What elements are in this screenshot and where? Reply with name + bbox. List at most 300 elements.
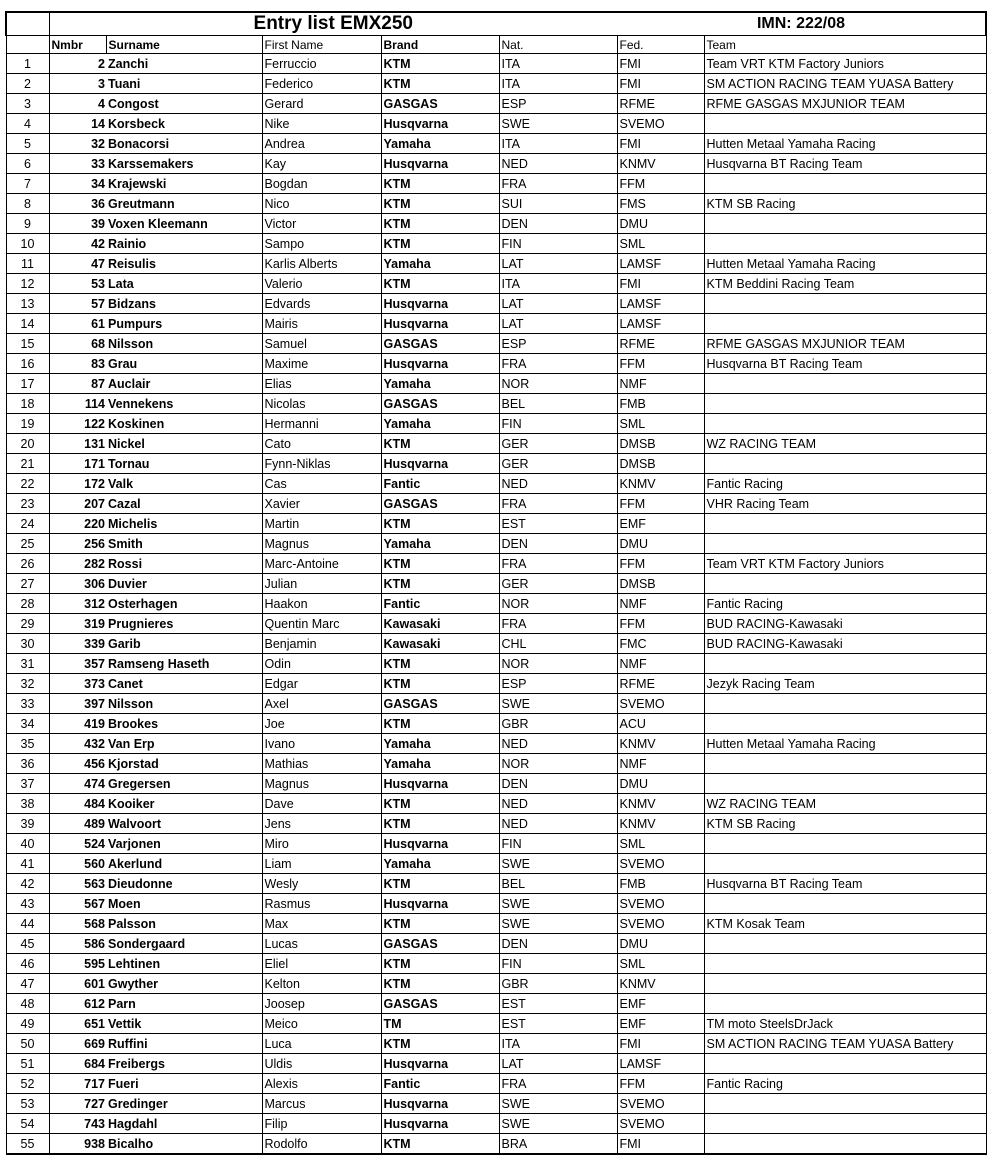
surname-cell: Parn xyxy=(106,994,262,1014)
team-cell xyxy=(704,294,986,314)
rider-number: 34 xyxy=(49,174,106,194)
first-name-cell: Sampo xyxy=(262,234,381,254)
team-cell: Husqvarna BT Racing Team xyxy=(704,354,986,374)
nationality-cell: FRA xyxy=(499,494,617,514)
row-index: 48 xyxy=(6,994,49,1014)
first-name-cell: Rodolfo xyxy=(262,1134,381,1155)
team-cell: Fantic Racing xyxy=(704,594,986,614)
surname-cell: Reisulis xyxy=(106,254,262,274)
team-cell xyxy=(704,174,986,194)
row-index: 39 xyxy=(6,814,49,834)
nationality-cell: FIN xyxy=(499,414,617,434)
team-cell xyxy=(704,1114,986,1134)
federation-cell: DMU xyxy=(617,534,704,554)
rider-number: 312 xyxy=(49,594,106,614)
rider-number: 489 xyxy=(49,814,106,834)
first-name-cell: Maxime xyxy=(262,354,381,374)
rider-number: 484 xyxy=(49,794,106,814)
first-name-cell: Meico xyxy=(262,1014,381,1034)
federation-cell: FMI xyxy=(617,1034,704,1054)
table-row xyxy=(6,734,986,754)
nationality-cell: ESP xyxy=(499,674,617,694)
first-name-cell: Luca xyxy=(262,1034,381,1054)
row-index: 36 xyxy=(6,754,49,774)
surname-cell: Nickel xyxy=(106,434,262,454)
team-cell xyxy=(704,1054,986,1074)
team-cell xyxy=(704,974,986,994)
federation-cell: KNMV xyxy=(617,734,704,754)
team-cell xyxy=(704,214,986,234)
federation-cell: NMF xyxy=(617,594,704,614)
brand-cell: KTM xyxy=(381,1034,499,1054)
rider-number: 4 xyxy=(49,94,106,114)
team-cell xyxy=(704,774,986,794)
federation-cell: KNMV xyxy=(617,474,704,494)
row-index: 42 xyxy=(6,874,49,894)
first-name-cell: Gerard xyxy=(262,94,381,114)
surname-cell: Vennekens xyxy=(106,394,262,414)
team-cell: Hutten Metaal Yamaha Racing xyxy=(704,254,986,274)
surname-cell: Krajewski xyxy=(106,174,262,194)
surname-cell: Akerlund xyxy=(106,854,262,874)
federation-cell: DMU xyxy=(617,774,704,794)
first-name-cell: Edgar xyxy=(262,674,381,694)
rider-number: 61 xyxy=(49,314,106,334)
row-index: 30 xyxy=(6,634,49,654)
rider-number: 717 xyxy=(49,1074,106,1094)
first-name-cell: Samuel xyxy=(262,334,381,354)
table-row xyxy=(6,554,986,574)
team-cell xyxy=(704,694,986,714)
surname-cell: Bonacorsi xyxy=(106,134,262,154)
row-index: 35 xyxy=(6,734,49,754)
table-row xyxy=(6,1094,986,1114)
nationality-cell: NED xyxy=(499,734,617,754)
table-row xyxy=(6,654,986,674)
table-row xyxy=(6,434,986,454)
brand-cell: GASGAS xyxy=(381,694,499,714)
brand-cell: Yamaha xyxy=(381,254,499,274)
nationality-cell: SUI xyxy=(499,194,617,214)
table-row xyxy=(6,94,986,114)
table-row xyxy=(6,114,986,134)
team-cell xyxy=(704,394,986,414)
team-cell xyxy=(704,854,986,874)
brand-cell: Fantic xyxy=(381,474,499,494)
first-name-cell: Odin xyxy=(262,654,381,674)
nationality-cell: FRA xyxy=(499,1074,617,1094)
nationality-cell: NOR xyxy=(499,374,617,394)
rider-number: 568 xyxy=(49,914,106,934)
surname-cell: Valk xyxy=(106,474,262,494)
row-index: 34 xyxy=(6,714,49,734)
table-row xyxy=(6,1114,986,1134)
row-index: 28 xyxy=(6,594,49,614)
federation-cell: SML xyxy=(617,234,704,254)
surname-cell: Kjorstad xyxy=(106,754,262,774)
nationality-cell: ITA xyxy=(499,74,617,94)
row-index: 50 xyxy=(6,1034,49,1054)
row-index: 1 xyxy=(6,54,49,74)
table-row xyxy=(6,134,986,154)
brand-cell: Yamaha xyxy=(381,754,499,774)
row-index: 51 xyxy=(6,1054,49,1074)
first-name-cell: Jens xyxy=(262,814,381,834)
nationality-cell: LAT xyxy=(499,254,617,274)
federation-cell: KNMV xyxy=(617,154,704,174)
first-name-cell: Wesly xyxy=(262,874,381,894)
rider-number: 419 xyxy=(49,714,106,734)
brand-cell: Husqvarna xyxy=(381,894,499,914)
rider-number: 33 xyxy=(49,154,106,174)
row-index: 19 xyxy=(6,414,49,434)
rider-number: 114 xyxy=(49,394,106,414)
nationality-cell: BEL xyxy=(499,874,617,894)
brand-cell: Yamaha xyxy=(381,534,499,554)
rider-number: 339 xyxy=(49,634,106,654)
nationality-cell: LAT xyxy=(499,1054,617,1074)
federation-cell: EMF xyxy=(617,514,704,534)
surname-cell: Fueri xyxy=(106,1074,262,1094)
table-row xyxy=(6,1074,986,1094)
federation-cell: LAMSF xyxy=(617,1054,704,1074)
team-cell: Husqvarna BT Racing Team xyxy=(704,154,986,174)
brand-cell: KTM xyxy=(381,874,499,894)
rider-number: 727 xyxy=(49,1094,106,1114)
rider-number: 131 xyxy=(49,434,106,454)
brand-cell: Husqvarna xyxy=(381,114,499,134)
brand-cell: KTM xyxy=(381,234,499,254)
rider-number: 83 xyxy=(49,354,106,374)
brand-cell: KTM xyxy=(381,434,499,454)
brand-cell: KTM xyxy=(381,514,499,534)
brand-cell: Kawasaki xyxy=(381,614,499,634)
brand-cell: KTM xyxy=(381,814,499,834)
row-index: 20 xyxy=(6,434,49,454)
nationality-cell: LAT xyxy=(499,294,617,314)
brand-cell: GASGAS xyxy=(381,934,499,954)
brand-cell: KTM xyxy=(381,554,499,574)
row-index: 45 xyxy=(6,934,49,954)
brand-cell: Yamaha xyxy=(381,134,499,154)
row-index: 12 xyxy=(6,274,49,294)
first-name-cell: Benjamin xyxy=(262,634,381,654)
team-cell: KTM SB Racing xyxy=(704,814,986,834)
surname-cell: Pumpurs xyxy=(106,314,262,334)
first-name-cell: Julian xyxy=(262,574,381,594)
rider-number: 319 xyxy=(49,614,106,634)
federation-cell: FMB xyxy=(617,874,704,894)
brand-cell: KTM xyxy=(381,274,499,294)
table-row xyxy=(6,254,986,274)
nationality-cell: SWE xyxy=(499,1114,617,1134)
federation-cell: DMSB xyxy=(617,574,704,594)
surname-cell: Grau xyxy=(106,354,262,374)
federation-cell: DMU xyxy=(617,214,704,234)
title-spacer-cell xyxy=(6,12,49,36)
row-index: 9 xyxy=(6,214,49,234)
first-name-cell: Kay xyxy=(262,154,381,174)
first-name-cell: Mairis xyxy=(262,314,381,334)
rider-number: 42 xyxy=(49,234,106,254)
surname-cell: Koskinen xyxy=(106,414,262,434)
team-cell: Fantic Racing xyxy=(704,1074,986,1094)
surname-cell: Kooiker xyxy=(106,794,262,814)
table-row xyxy=(6,74,986,94)
nationality-cell: NED xyxy=(499,794,617,814)
team-cell: TM moto SteelsDrJack xyxy=(704,1014,986,1034)
rider-number: 14 xyxy=(49,114,106,134)
first-name-cell: Joe xyxy=(262,714,381,734)
header-fed: Fed. xyxy=(617,36,704,54)
row-index: 2 xyxy=(6,74,49,94)
table-row xyxy=(6,194,986,214)
row-index: 14 xyxy=(6,314,49,334)
first-name-cell: Mathias xyxy=(262,754,381,774)
team-cell: Hutten Metaal Yamaha Racing xyxy=(704,734,986,754)
table-row xyxy=(6,274,986,294)
row-index: 37 xyxy=(6,774,49,794)
header-row xyxy=(6,36,986,54)
brand-cell: Husqvarna xyxy=(381,1094,499,1114)
surname-cell: Varjonen xyxy=(106,834,262,854)
team-cell: BUD RACING-Kawasaki xyxy=(704,634,986,654)
table-row xyxy=(6,1034,986,1054)
surname-cell: Hagdahl xyxy=(106,1114,262,1134)
nationality-cell: ITA xyxy=(499,54,617,74)
federation-cell: NMF xyxy=(617,754,704,774)
team-cell xyxy=(704,234,986,254)
imn-number: IMN: 222/08 xyxy=(617,12,986,36)
brand-cell: Husqvarna xyxy=(381,454,499,474)
federation-cell: SVEMO xyxy=(617,694,704,714)
row-index: 17 xyxy=(6,374,49,394)
team-cell xyxy=(704,834,986,854)
nationality-cell: FRA xyxy=(499,614,617,634)
team-cell xyxy=(704,574,986,594)
federation-cell: FFM xyxy=(617,494,704,514)
row-index: 47 xyxy=(6,974,49,994)
first-name-cell: Magnus xyxy=(262,534,381,554)
rider-number: 567 xyxy=(49,894,106,914)
federation-cell: FMI xyxy=(617,134,704,154)
brand-cell: Husqvarna xyxy=(381,1114,499,1134)
row-index: 49 xyxy=(6,1014,49,1034)
rider-number: 53 xyxy=(49,274,106,294)
first-name-cell: Quentin Marc xyxy=(262,614,381,634)
header-brand: Brand xyxy=(381,36,499,54)
federation-cell: RFME xyxy=(617,674,704,694)
federation-cell: SVEMO xyxy=(617,1114,704,1134)
federation-cell: FFM xyxy=(617,1074,704,1094)
nationality-cell: SWE xyxy=(499,114,617,134)
row-index: 11 xyxy=(6,254,49,274)
rider-number: 2 xyxy=(49,54,106,74)
federation-cell: DMSB xyxy=(617,434,704,454)
team-cell: KTM Kosak Team xyxy=(704,914,986,934)
brand-cell: GASGAS xyxy=(381,994,499,1014)
surname-cell: Brookes xyxy=(106,714,262,734)
brand-cell: Fantic xyxy=(381,594,499,614)
row-index: 40 xyxy=(6,834,49,854)
row-index: 8 xyxy=(6,194,49,214)
federation-cell: LAMSF xyxy=(617,254,704,274)
first-name-cell: Federico xyxy=(262,74,381,94)
first-name-cell: Marc-Antoine xyxy=(262,554,381,574)
surname-cell: Cazal xyxy=(106,494,262,514)
rider-number: 87 xyxy=(49,374,106,394)
row-index: 15 xyxy=(6,334,49,354)
first-name-cell: Hermanni xyxy=(262,414,381,434)
header-index-cell xyxy=(6,36,49,54)
rider-number: 357 xyxy=(49,654,106,674)
team-cell: Jezyk Racing Team xyxy=(704,674,986,694)
surname-cell: Palsson xyxy=(106,914,262,934)
rider-number: 32 xyxy=(49,134,106,154)
brand-cell: KTM xyxy=(381,714,499,734)
first-name-cell: Elias xyxy=(262,374,381,394)
surname-cell: Zanchi xyxy=(106,54,262,74)
row-index: 29 xyxy=(6,614,49,634)
federation-cell: DMU xyxy=(617,934,704,954)
surname-cell: Smith xyxy=(106,534,262,554)
header-surname: Surname xyxy=(106,36,262,54)
nationality-cell: EST xyxy=(499,994,617,1014)
table-row xyxy=(6,294,986,314)
sheet-title: Entry list EMX250 xyxy=(49,12,617,36)
brand-cell: KTM xyxy=(381,214,499,234)
federation-cell: FFM xyxy=(617,354,704,374)
brand-cell: KTM xyxy=(381,674,499,694)
row-index: 24 xyxy=(6,514,49,534)
table-row xyxy=(6,694,986,714)
brand-cell: KTM xyxy=(381,574,499,594)
surname-cell: Karssemakers xyxy=(106,154,262,174)
first-name-cell: Joosep xyxy=(262,994,381,1014)
federation-cell: FMS xyxy=(617,194,704,214)
row-index: 23 xyxy=(6,494,49,514)
federation-cell: FFM xyxy=(617,174,704,194)
rider-number: 57 xyxy=(49,294,106,314)
nationality-cell: FRA xyxy=(499,354,617,374)
brand-cell: GASGAS xyxy=(381,334,499,354)
federation-cell: FFM xyxy=(617,614,704,634)
team-cell xyxy=(704,714,986,734)
nationality-cell: FIN xyxy=(499,234,617,254)
rider-number: 373 xyxy=(49,674,106,694)
brand-cell: KTM xyxy=(381,954,499,974)
table-row xyxy=(6,934,986,954)
row-index: 43 xyxy=(6,894,49,914)
row-index: 5 xyxy=(6,134,49,154)
team-cell xyxy=(704,454,986,474)
surname-cell: Congost xyxy=(106,94,262,114)
team-cell: Husqvarna BT Racing Team xyxy=(704,874,986,894)
table-row xyxy=(6,594,986,614)
table-row xyxy=(6,534,986,554)
brand-cell: GASGAS xyxy=(381,494,499,514)
brand-cell: KTM xyxy=(381,914,499,934)
team-cell: RFME GASGAS MXJUNIOR TEAM xyxy=(704,334,986,354)
federation-cell: NMF xyxy=(617,654,704,674)
first-name-cell: Axel xyxy=(262,694,381,714)
nationality-cell: ESP xyxy=(499,94,617,114)
brand-cell: Husqvarna xyxy=(381,834,499,854)
nationality-cell: GER xyxy=(499,434,617,454)
table-row xyxy=(6,514,986,534)
first-name-cell: Nico xyxy=(262,194,381,214)
rider-number: 586 xyxy=(49,934,106,954)
team-cell: RFME GASGAS MXJUNIOR TEAM xyxy=(704,94,986,114)
table-row xyxy=(6,1054,986,1074)
rider-number: 595 xyxy=(49,954,106,974)
federation-cell: SML xyxy=(617,414,704,434)
table-row xyxy=(6,894,986,914)
rider-number: 456 xyxy=(49,754,106,774)
team-cell xyxy=(704,934,986,954)
first-name-cell: Victor xyxy=(262,214,381,234)
row-index: 46 xyxy=(6,954,49,974)
rider-number: 612 xyxy=(49,994,106,1014)
first-name-cell: Bogdan xyxy=(262,174,381,194)
rider-number: 743 xyxy=(49,1114,106,1134)
row-index: 38 xyxy=(6,794,49,814)
table-row xyxy=(6,1014,986,1034)
first-name-cell: Haakon xyxy=(262,594,381,614)
first-name-cell: Martin xyxy=(262,514,381,534)
surname-cell: Gregersen xyxy=(106,774,262,794)
surname-cell: Dieudonne xyxy=(106,874,262,894)
first-name-cell: Nicolas xyxy=(262,394,381,414)
row-index: 6 xyxy=(6,154,49,174)
table-row xyxy=(6,854,986,874)
nationality-cell: CHL xyxy=(499,634,617,654)
federation-cell: KNMV xyxy=(617,794,704,814)
first-name-cell: Uldis xyxy=(262,1054,381,1074)
team-cell: VHR Racing Team xyxy=(704,494,986,514)
first-name-cell: Cas xyxy=(262,474,381,494)
surname-cell: Rossi xyxy=(106,554,262,574)
team-cell xyxy=(704,894,986,914)
row-index: 44 xyxy=(6,914,49,934)
first-name-cell: Liam xyxy=(262,854,381,874)
federation-cell: EMF xyxy=(617,994,704,1014)
row-index: 4 xyxy=(6,114,49,134)
federation-cell: SVEMO xyxy=(617,114,704,134)
brand-cell: KTM xyxy=(381,74,499,94)
team-cell: SM ACTION RACING TEAM YUASA Battery xyxy=(704,1034,986,1054)
table-row xyxy=(6,374,986,394)
nationality-cell: EST xyxy=(499,514,617,534)
federation-cell: KNMV xyxy=(617,814,704,834)
first-name-cell: Alexis xyxy=(262,1074,381,1094)
surname-cell: Canet xyxy=(106,674,262,694)
nationality-cell: FRA xyxy=(499,554,617,574)
rider-number: 3 xyxy=(49,74,106,94)
team-cell: KTM Beddini Racing Team xyxy=(704,274,986,294)
table-row xyxy=(6,714,986,734)
team-cell: KTM SB Racing xyxy=(704,194,986,214)
row-index: 55 xyxy=(6,1134,49,1155)
rider-number: 68 xyxy=(49,334,106,354)
brand-cell: Husqvarna xyxy=(381,354,499,374)
first-name-cell: Max xyxy=(262,914,381,934)
brand-cell: KTM xyxy=(381,1134,499,1155)
nationality-cell: GBR xyxy=(499,974,617,994)
table-row xyxy=(6,54,986,74)
row-index: 7 xyxy=(6,174,49,194)
federation-cell: FFM xyxy=(617,554,704,574)
